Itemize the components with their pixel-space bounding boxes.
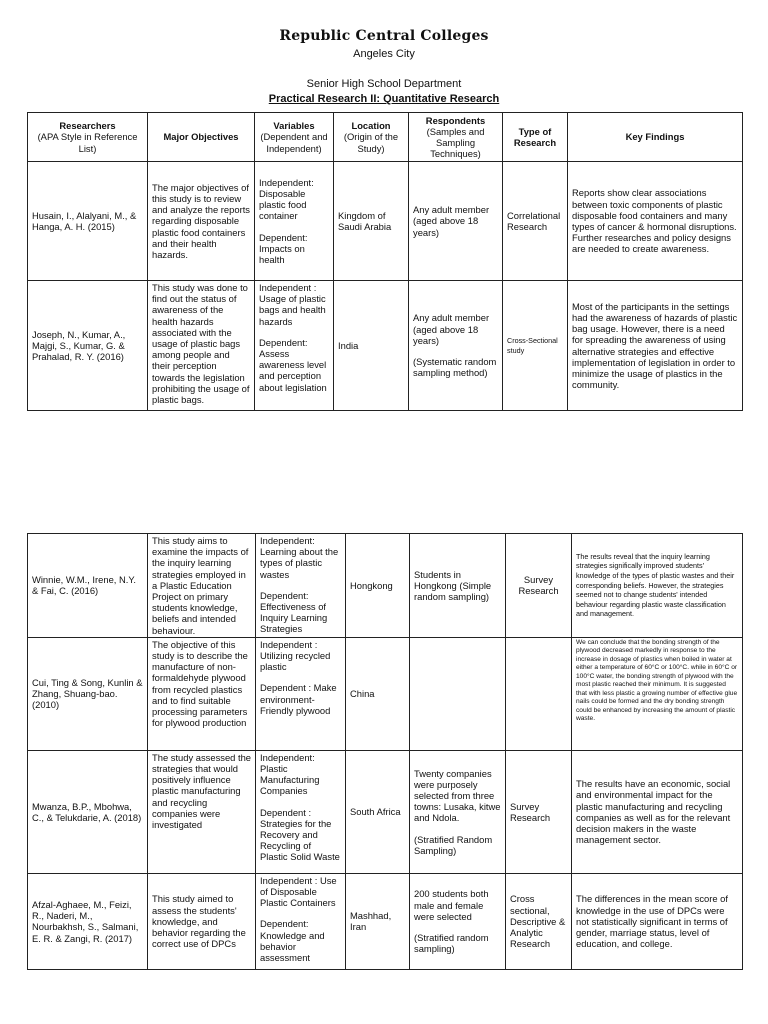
cell-findings: Most of the participants in the settings had the awareness of hazards of plastic bag usage. However, there is a need for spreading the awareness of using alternative strategies and effective implementation of legislation in order to minimize the usage of plastics in the community.: [568, 281, 743, 411]
cell-variables: Independent: Learning about the types of plastic wastes Dependent: Effectiveness of Inquiry Learning Strategies: [256, 534, 346, 638]
table-row: [28, 637, 743, 750]
cell-variables: Independent: Disposable plastic food container Dependent: Impacts on health: [255, 162, 334, 281]
college-name: Republic Central Colleges: [279, 28, 489, 44]
cell-objectives: The objective of this study is to describe the manufacture of non-formaldehyde plywood from recycled plastics and to find suitable processing parameters for plywood production: [148, 637, 256, 750]
cell-researchers: Husain, I., Alalyani, M., & Hanga, A. H. (2015): [28, 162, 148, 281]
college-city: Angeles City: [353, 48, 415, 60]
cell-researchers: Cui, Ting & Song, Kunlin & Zhang, Shuang-bao. (2010): [28, 637, 148, 750]
header-location: Location (Origin of the Study): [334, 113, 409, 162]
cell-type: Survey Research: [506, 750, 572, 873]
cell-findings: The results have an economic, social and environmental impact for the plastic manufacturing and recycling companies as well as for the relevant decision makers in the waste management sector.: [572, 750, 743, 873]
cell-variables: Independent : Usage of plastic bags and health hazards Dependent: Assess awareness level and perception about legislation: [255, 281, 334, 411]
department-name: Senior High School Department: [306, 78, 462, 90]
review-table-1: [27, 112, 743, 411]
cell-researchers: Joseph, N., Kumar, A., Majgi, S., Kumar, G. & Prahalad, R. Y. (2016): [28, 281, 148, 411]
cell-type: Cross sectional, Descriptive & Analytic Research: [506, 873, 572, 969]
review-table-2: [27, 533, 743, 970]
table-header-row: [28, 113, 743, 162]
table-row: [28, 534, 743, 638]
header-researchers: Researchers (APA Style in Reference List): [28, 113, 148, 162]
cell-findings: The results reveal that the inquiry learning strategies significally improved students' knowledge of the types of plastic wastes and their corresponding beliefs. However, the strategies seemed not to change students' intended behaviour regarding plastic waste classification and management.: [572, 534, 743, 638]
cell-location: South Africa: [346, 750, 410, 873]
table-row: [28, 281, 743, 411]
course-title: Practical Research II: Quantitative Research: [268, 93, 500, 105]
header-respondents: Respondents (Samples and Sampling Techniques): [409, 113, 503, 162]
cell-findings: We can conclude that the bonding strength of the plywood decreased markedly in response to the increase in dosage of plastics when boiled in water at either a temperature of 60°C or 100°C. while in 60°C or 100°C water, the bonding strength of plywood with the most plastic reached their minimum. It is suggested that with less plastic a growing number of effective glue nails could be formed and the dry bonding strength could be enhanced by increasing the amount of plastic waste.: [572, 637, 743, 750]
cell-respondents: Any adult member (aged above 18 years): [409, 162, 503, 281]
document-header: [0, 28, 768, 105]
cell-objectives: The major objectives of this study is to review and analyze the reports regarding disposable plastic food containers and their health hazards.: [148, 162, 255, 281]
cell-findings: The differences in the mean score of knowledge in the use of DPCs were not statistically significant in terms of gender, marriage status, level of education, and college.: [572, 873, 743, 969]
cell-respondents: Twenty companies were purposely selected from three towns: Lusaka, kitwe and Ndola. (Stratified Random Sampling): [410, 750, 506, 873]
cell-respondents: 200 students both male and female were selected (Stratified random sampling): [410, 873, 506, 969]
cell-type: Survey Research: [506, 534, 572, 638]
header-variables: Variables (Dependent and Independent): [255, 113, 334, 162]
cell-location: China: [346, 637, 410, 750]
cell-location: India: [334, 281, 409, 411]
cell-variables: Independent : Utilizing recycled plastic Dependent : Make environment-Friendly plywood: [256, 637, 346, 750]
cell-location: Mashhad, Iran: [346, 873, 410, 969]
cell-respondents: [410, 637, 506, 750]
cell-type: [506, 637, 572, 750]
cell-objectives: This study was done to find out the status of awareness of the health hazards associated with the usage of plastic bags among people and their perception towards the legislation prohibiting the usage of plastic bags.: [148, 281, 255, 411]
cell-objectives: This study aims to examine the impacts of the inquiry learning strategies employed in a Plastic Education Project on primary students knowledge, beliefs and intended behaviour.: [148, 534, 256, 638]
cell-type: Correlational Research: [503, 162, 568, 281]
cell-variables: Independent : Use of Disposable Plastic Containers Dependent: Knowledge and behavior assessment: [256, 873, 346, 969]
cell-variables: Independent: Plastic Manufacturing Companies Dependent : Strategies for the Recovery and Recycling of Plastic Solid Waste: [256, 750, 346, 873]
header-type: Type of Research: [503, 113, 568, 162]
cell-respondents: Any adult member (aged above 18 years) (Systematic random sampling method): [409, 281, 503, 411]
cell-researchers: Mwanza, B.P., Mbohwa, C., & Telukdarie, A. (2018): [28, 750, 148, 873]
cell-respondents: Students in Hongkong (Simple random sampling): [410, 534, 506, 638]
table-row: [28, 750, 743, 873]
cell-objectives: This study aimed to assess the students' knowledge, and behavior regarding the correct use of DPCs: [148, 873, 256, 969]
header-findings: Key Findings: [568, 113, 743, 162]
cell-location: Kingdom of Saudi Arabia: [334, 162, 409, 281]
header-objectives: Major Objectives: [148, 113, 255, 162]
table-row: [28, 162, 743, 281]
cell-researchers: Winnie, W.M., Irene, N.Y. & Fai, C. (2016): [28, 534, 148, 638]
table-row: [28, 873, 743, 969]
cell-objectives: The study assessed the strategies that would positively influence plastic manufacturing and recycling companies were investigated: [148, 750, 256, 873]
cell-findings: Reports show clear associations between toxic components of plastic disposable food containers and many types of cancer & hormonal disruptions. Further researches and policy designs are needed to create awareness.: [568, 162, 743, 281]
cell-researchers: Afzal-Aghaee, M., Feizi, R., Naderi, M., Nourbakhsh, S., Salmani, E. R. & Zangi, R. (2017): [28, 873, 148, 969]
cell-location: Hongkong: [346, 534, 410, 638]
cell-type: Cross-Sectional study: [503, 281, 568, 411]
